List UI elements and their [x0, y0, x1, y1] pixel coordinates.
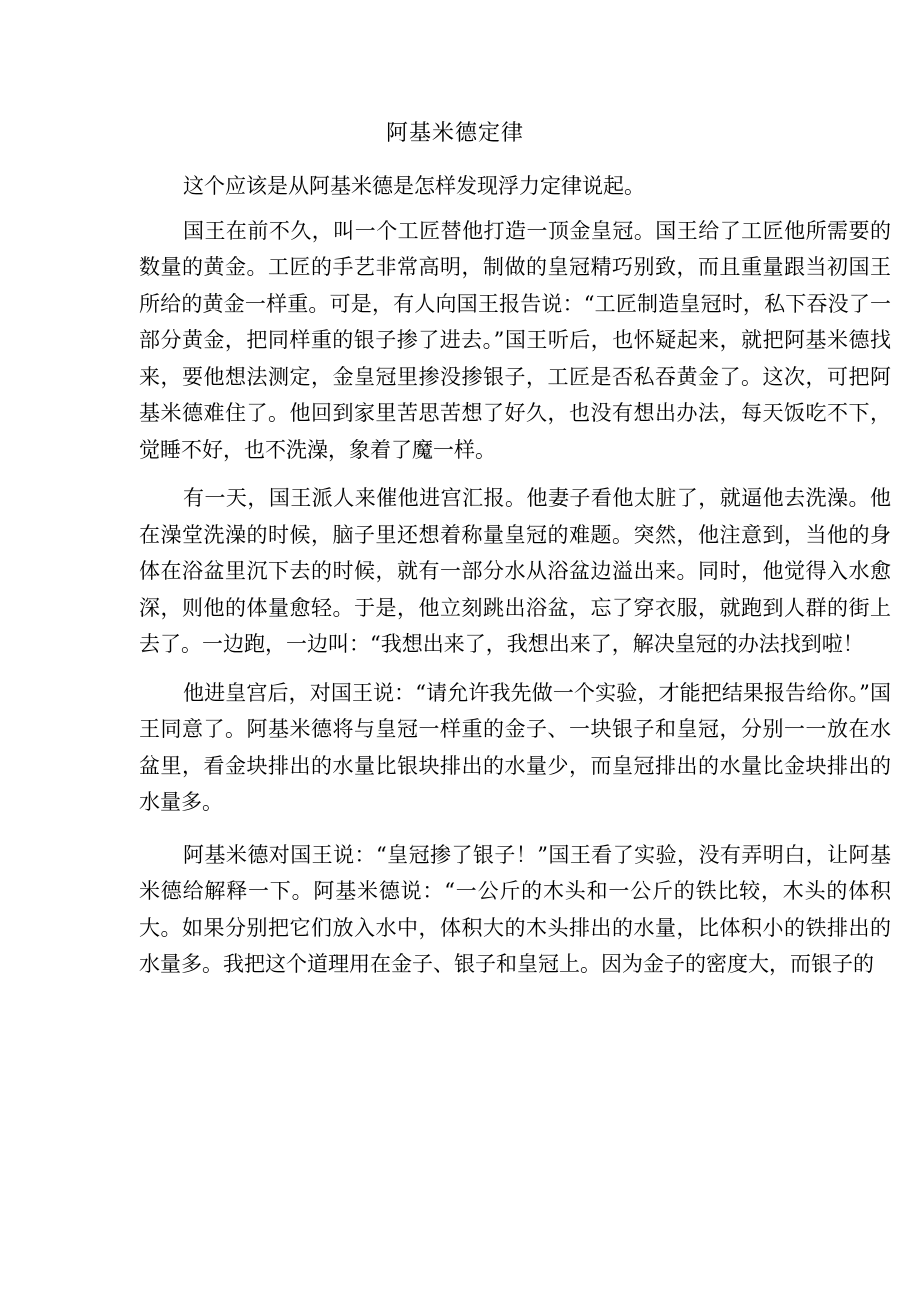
document-body: [139, 168, 891, 983]
paragraph-4: 他进皇宫后，对国王说：“请允许我先做一个实验，才能把结果报告给你。”国王同意了。阿基米德将与皇冠一样重的金子、一块银子和皇冠，分别一一放在水盆里，看金块排出的水量比银块排出的水量少，而皇冠排出的水量比金块排出的水量多。: [139, 680, 891, 814]
paragraph-5: 阿基米德对国王说：“皇冠掺了银子！”国王看了实验，没有弄明白，让阿基米德给解释一下。阿基米德说：“一公斤的木头和一公斤的铁比较，木头的体积大。如果分别把它们放入水中，体积大的木头排出的水量，比体积小的铁排出的水量多。我把这个道理用在金子、银子和皇冠上。因为金子的密度大，而银子的: [139, 842, 891, 976]
paragraph-2: 国王在前不久，叫一个工匠替他打造一顶金皇冠。国王给了工匠他所需要的数量的黄金。工匠的手艺非常高明，制做的皇冠精巧别致，而且重量跟当初国王所给的黄金一样重。可是，有人向国王报告说：“工匠制造皇冠时，私下吞没了一部分黄金，把同样重的银子掺了进去。”国王听后，也怀疑起来，就把阿基米德找来，要他想法测定，金皇冠里掺没掺银子，工匠是否私吞黄金了。这次，可把阿基米德难住了。他回到家里苦思苦想了好久，也没有想出办法，每天饭吃不下，觉睡不好，也不洗澡，象着了魔一样。: [139, 218, 891, 462]
paragraph-3: 有一天，国王派人来催他进宫汇报。他妻子看他太脏了，就逼他去洗澡。他在澡堂洗澡的时候，脑子里还想着称量皇冠的难题。突然，他注意到，当他的身体在浴盆里沉下去的时候，就有一部分水从浴盆边溢出来。同时，他觉得入水愈深，则他的体量愈轻。于是，他立刻跳出浴盆，忘了穿衣服，就跑到人群的街上去了。一边跑，一边叫：“我想出来了，我想出来了，解决皇冠的办法找到啦！: [139, 486, 891, 656]
paragraph-1: 这个应该是从阿基米德是怎样发现浮力定律说起。: [183, 174, 645, 198]
document-title: 阿基米德定律: [385, 121, 524, 146]
